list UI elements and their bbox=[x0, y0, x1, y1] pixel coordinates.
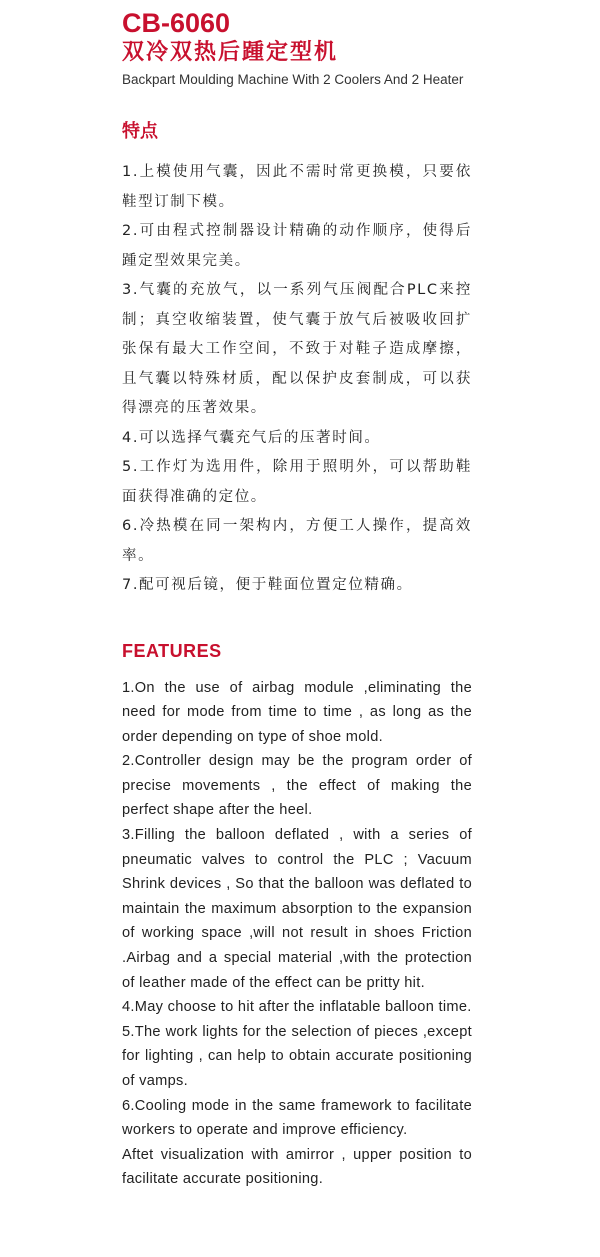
feature-item-en-4: 4.May choose to hit after the inflatable balloon time. bbox=[122, 999, 472, 1016]
feature-item-en-1: 1.On the use of airbag module ,eliminating the need for mode from time to time , as long as the order depending on type of shoe mold. bbox=[122, 679, 472, 745]
feature-item-cn-1: 1.上模使用气囊，因此不需时常更换模，只要依鞋型订制下模。 bbox=[122, 164, 472, 210]
product-spec-page bbox=[122, 8, 472, 1192]
feature-item-en-5: 5.The work lights for the selection of pieces ,except for lighting , can help to obtain accurate positioning of vamps. bbox=[122, 1023, 472, 1089]
feature-item-cn-5: 5.工作灯为选用件，除用于照明外，可以帮助鞋面获得准确的定位。 bbox=[122, 459, 472, 505]
product-title-english: Backpart Moulding Machine With 2 Coolers And 2 Heater bbox=[122, 72, 464, 87]
feature-item-cn-6: 6.冷热模在同一架构内，方便工人操作，提高效率。 bbox=[122, 518, 472, 564]
feature-item-en-2: 2.Controller design may be the program order of precise movements , the effect of making the perfect shape after the heel. bbox=[122, 753, 472, 819]
features-heading-chinese: 特点 bbox=[122, 121, 158, 142]
feature-item-cn-4: 4.可以选择气囊充气后的压著时间。 bbox=[122, 429, 381, 446]
feature-item-en-3: 3.Filling the balloon deflated , with a series of pneumatic valves to control the PLC ; Vacuum Shrink devices , So that the balloon was deflated to maintain the maximum absorption to the expansion of working space ,will not result in shoes Friction .Airbag and a special material ,with the protection of leather made of the effect can be pritty hit. bbox=[122, 827, 472, 991]
product-title-chinese: 双冷双热后踵定型机 bbox=[122, 40, 339, 65]
features-list-english bbox=[122, 676, 472, 1192]
feature-item-cn-2: 2.可由程式控制器设计精确的动作顺序，使得后踵定型效果完美。 bbox=[122, 223, 472, 269]
features-list-chinese bbox=[122, 158, 472, 601]
feature-item-cn-3: 3.气囊的充放气，以一系列气压阀配合PLC来控制；真空收缩装置，使气囊于放气后被吸收回扩张保有最大工作空间，不致于对鞋子造成摩擦，且气囊以特殊材质，配以保护皮套制成，可以获得漂亮的压著效果。 bbox=[122, 282, 472, 416]
model-number: CB-6060 bbox=[122, 8, 231, 38]
feature-item-en-7: Aftet visualization with amirror , upper position to facilitate accurate positioning. bbox=[122, 1146, 472, 1188]
feature-item-en-6: 6.Cooling mode in the same framework to facilitate workers to operate and improve efficiency. bbox=[122, 1097, 472, 1139]
features-heading-english: FEATURES bbox=[122, 640, 222, 661]
feature-item-cn-7: 7.配可视后镜，便于鞋面位置定位精确。 bbox=[122, 577, 413, 593]
